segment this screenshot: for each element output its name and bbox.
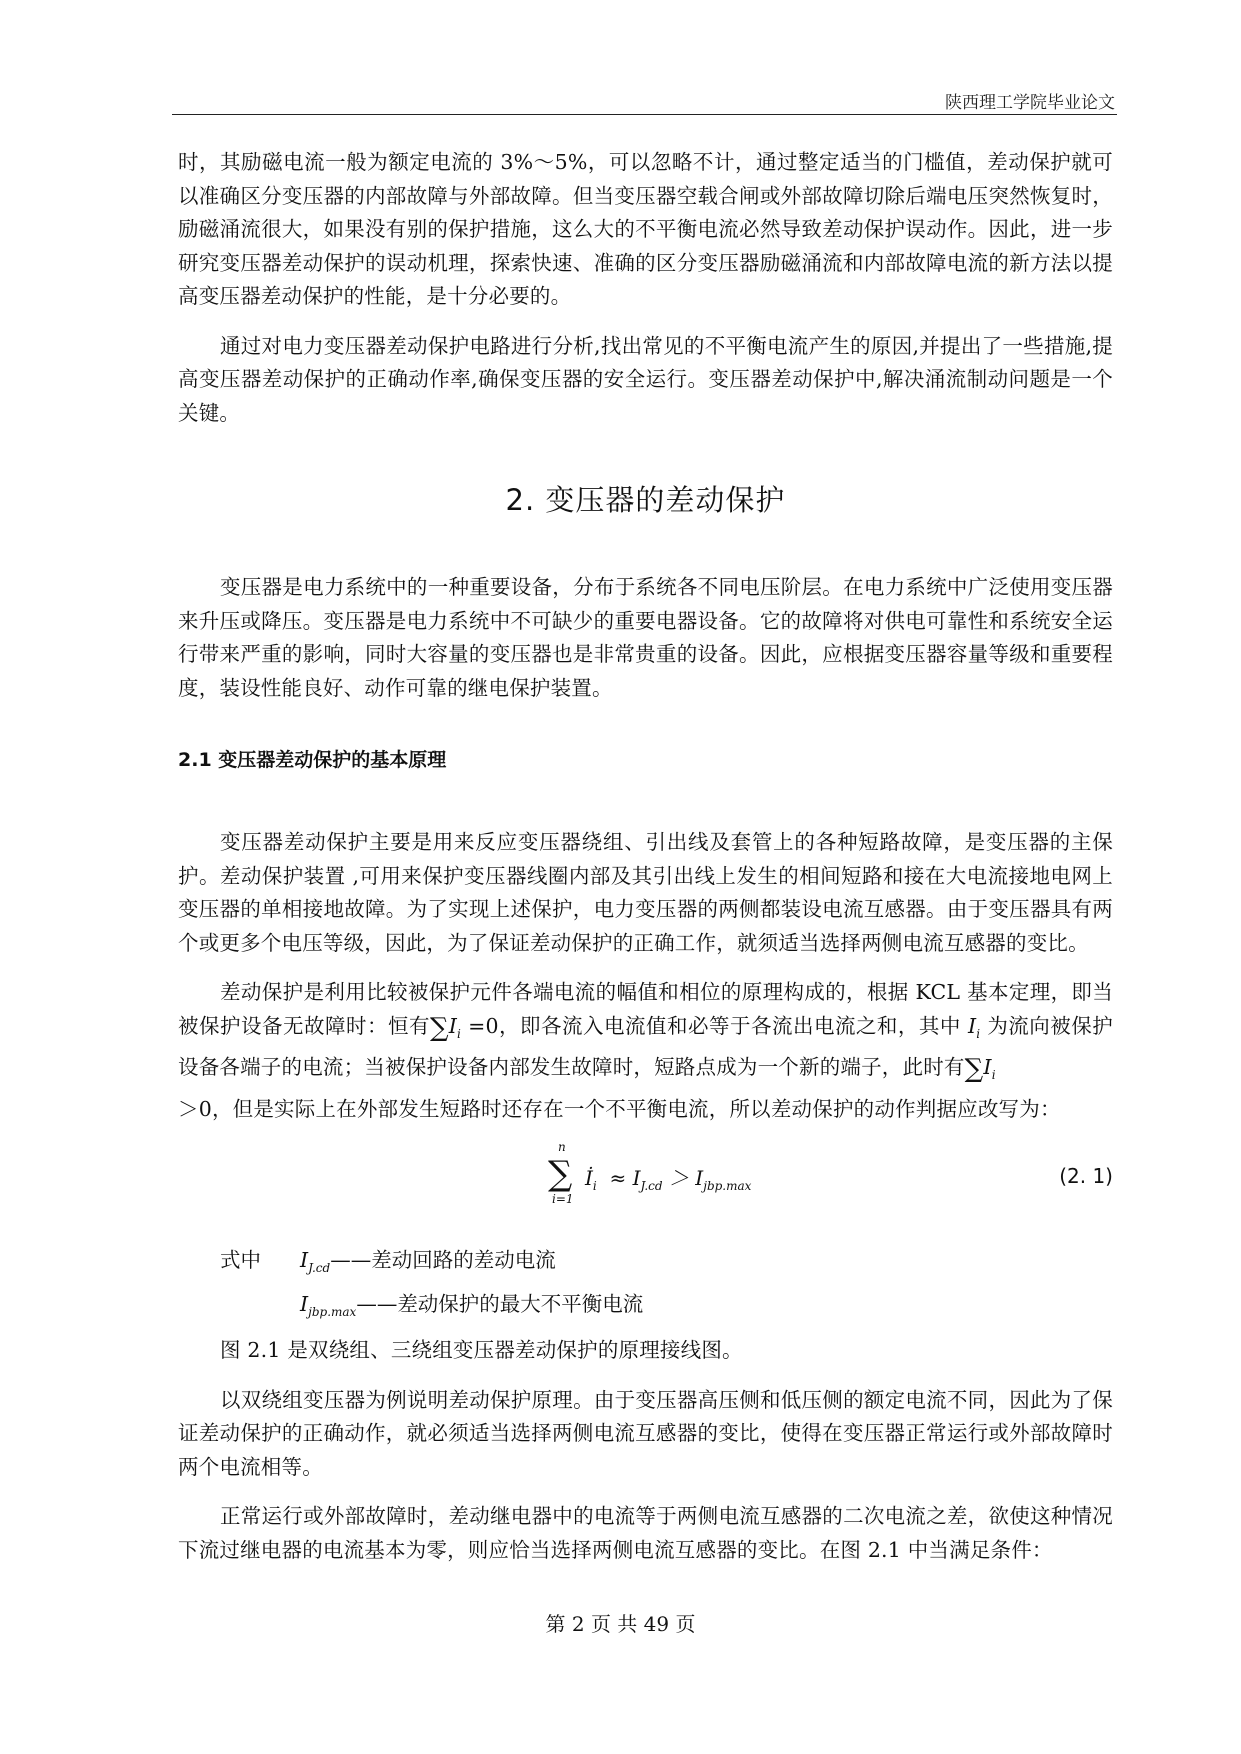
definition-symbol: $I_{jbp.max}$: [300, 1292, 357, 1320]
header-title: 陕西理工学院毕业论文: [945, 93, 1115, 113]
two-winding-paragraph: 以双绕组变压器为例说明差动保护原理。由于变压器高压侧和低压侧的额定电流不同，因此为了保证差动保护的正确动作，就必须适当选择两侧电流互感器的变比，使得在变压器正常运行或外部故障时两个电流相等。: [178, 1387, 1113, 1479]
section-title: 2. 变压器的差动保护: [505, 483, 786, 517]
figure-reference-paragraph: 图 2.1 是双绕组、三绕组变压器差动保护的原理接线图。: [220, 1338, 743, 1363]
current-symbol: $I_i$: [967, 1013, 981, 1041]
normal-operation-paragraph: 正常运行或外部故障时，差动继电器中的电流等于两侧电流互感器的二次电流之差，欲使这种情况下流过继电器的电流基本为零，则应恰当选择两侧电流互感器的变比。在图 2.1 中当满足条件：: [178, 1504, 1113, 1562]
equation-number: (2. 1): [1059, 1164, 1113, 1189]
sum-current-formula: $\sum I_i$: [429, 1012, 462, 1043]
page-footer: 第 2 页 共 49 页: [545, 1612, 696, 1636]
definition-text: ——差动保护的最大不平衡电流: [356, 1292, 644, 1317]
definition-text: ——差动回路的差动电流: [330, 1248, 556, 1273]
sum-current-formula-2: $\sum I_i$: [964, 1054, 996, 1085]
principle-paragraph: 变压器差动保护主要是用来反应变压器绕组、引出线及套管上的各种短路故障，是变压器的主保护。差动保护装置 ,可用来保护变压器线圈内部及其引出线上发生的相间短路和接在大电流接地电网上变压器的单相接地故障。为了实现上述保护，电力变压器的两侧都装设电流互感器。由于变压器具有两个或更多个电压等级，因此，为了保证差动保护的正确工作，就须适当选择两侧电流互感器的变比。: [178, 830, 1113, 955]
definition-label: 式中: [220, 1248, 261, 1273]
page-content: [178, 146, 1113, 1567]
equation-formula: ∑ n i=1 $İ_i \approx I_{J.cd} > I_{jbp.max}$: [548, 1140, 752, 1207]
definition-symbol: $I_{J.cd}$: [300, 1248, 331, 1276]
symbol-definitions: [220, 1242, 1113, 1330]
paragraph-analysis: 通过对电力变压器差动保护电路进行分析,找出常见的不平衡电流产生的原因,并提出了一些措施,提高变压器差动保护的正确动作率,确保变压器的安全运行。变压器差动保护中,解决涌流制动问题是一个关键。: [178, 333, 1113, 425]
kcl-paragraph: 差动保护是利用比较被保护元件各端电流的幅值和相位的原理构成的，根据 KCL 基本定理，即当被保护设备无故障时：恒有$\sum I_i =0$，即各流入电流值和必等于各流出电流之和，其中 $I_i$ 为流向被保护设备各端子的电流；当被保护设备内部发生故障时，短路点成为一个新的端子，此时有$\sum I_i$ ＞0，但是实际上在外部发生短路时还存在一个不平衡电流，所以差动保护的动作判据应改写为：: [178, 980, 1113, 1121]
equation-2-1: [178, 1140, 1113, 1218]
section-intro-paragraph: 变压器是电力系统中的一种重要设备，分布于系统各不同电压阶层。在电力系统中广泛使用变压器来升压或降压。变压器是电力系统中不可缺少的重要电器设备。它的故障将对供电可靠性和系统安全运行带来严重的影响，同时大容量的变压器也是非常贵重的设备。因此，应根据变压器容量等级和重要程度，装设性能良好、动作可靠的继电保护装置。: [178, 575, 1113, 700]
subsection-title: 2.1 变压器差动保护的基本原理: [178, 749, 447, 771]
definition-row: [220, 1286, 1113, 1330]
definition-row: [220, 1242, 1113, 1286]
page-header: [172, 86, 1117, 115]
paragraph-continuation: 时，其励磁电流一般为额定电流的 3%～5%，可以忽略不计，通过整定适当的门槛值，差动保护就可以准确区分变压器的内部故障与外部故障。但当变压器空载合闸或外部故障切除后端电压突然恢复时，励磁涌流很大，如果没有别的保护措施，这么大的不平衡电流必然导致差动保护误动作。因此，进一步研究变压器差动保护的误动机理，探索快速、准确的区分变压器励磁涌流和内部故障电流的新方法以提高变压器差动保护的性能，是十分必要的。: [178, 150, 1113, 308]
